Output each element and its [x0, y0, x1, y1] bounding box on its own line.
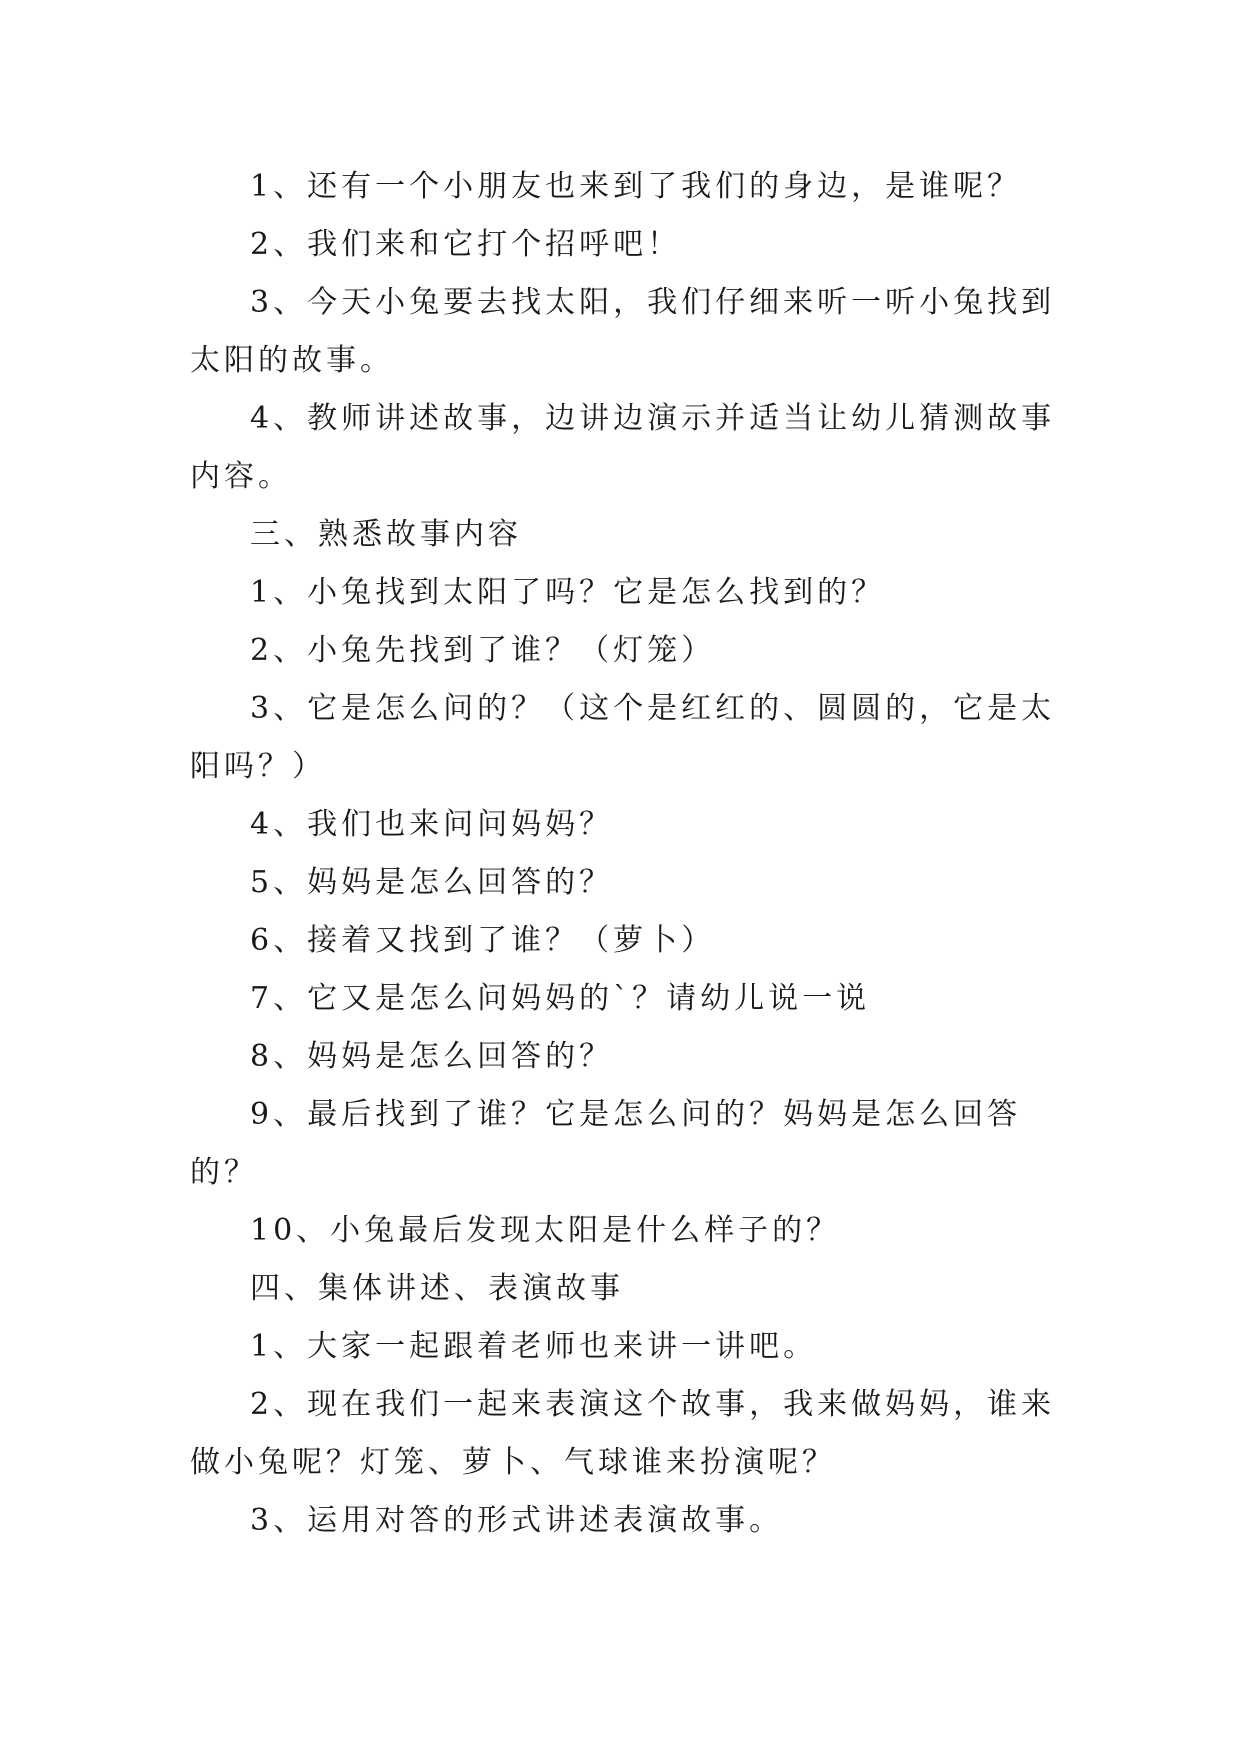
paragraph-6: 1、小兔找到太阳了吗？它是怎么找到的？ — [250, 575, 886, 610]
paragraph-8: 3、它是怎么问的？（这个是红红的、圆圆的，它是太阳吗？） — [190, 691, 1056, 784]
section-heading-3: 三、熟悉故事内容 — [250, 517, 522, 552]
paragraph-11: 6、接着又找到了谁？（萝卜） — [250, 923, 716, 958]
section-heading-4: 四、集体讲述、表演故事 — [250, 1271, 624, 1306]
paragraph-10: 5、妈妈是怎么回答的？ — [250, 865, 614, 900]
paragraph-14: 9、最后找到了谁？它是怎么问的？妈妈是怎么回答的？ — [190, 1097, 1022, 1190]
paragraph-1: 1、还有一个小朋友也来到了我们的身边，是谁呢？ — [250, 169, 1022, 204]
paragraph-17: 1、大家一起跟着老师也来讲一讲吧。 — [250, 1329, 818, 1364]
document-body — [190, 158, 1060, 1550]
paragraph-18: 2、现在我们一起来表演这个故事，我来做妈妈，谁来做小兔呢？灯笼、萝卜、气球谁来扮演呢？ — [190, 1387, 1056, 1480]
paragraph-15: 10、小兔最后发现太阳是什么样子的？ — [250, 1213, 841, 1248]
paragraph-9: 4、我们也来问问妈妈？ — [250, 807, 614, 842]
paragraph-19: 3、运用对答的形式讲述表演故事。 — [250, 1503, 784, 1538]
paragraph-2: 2、我们来和它打个招呼吧！ — [250, 227, 682, 262]
paragraph-4: 4、教师讲述故事，边讲边演示并适当让幼儿猜测故事内容。 — [190, 401, 1056, 494]
paragraph-12: 7、它又是怎么问妈妈的`？请幼儿说一说 — [250, 981, 871, 1016]
paragraph-7: 2、小兔先找到了谁？（灯笼） — [250, 633, 716, 668]
paragraph-13: 8、妈妈是怎么回答的？ — [250, 1039, 614, 1074]
paragraph-3: 3、今天小兔要去找太阳，我们仔细来听一听小兔找到太阳的故事。 — [190, 285, 1056, 378]
